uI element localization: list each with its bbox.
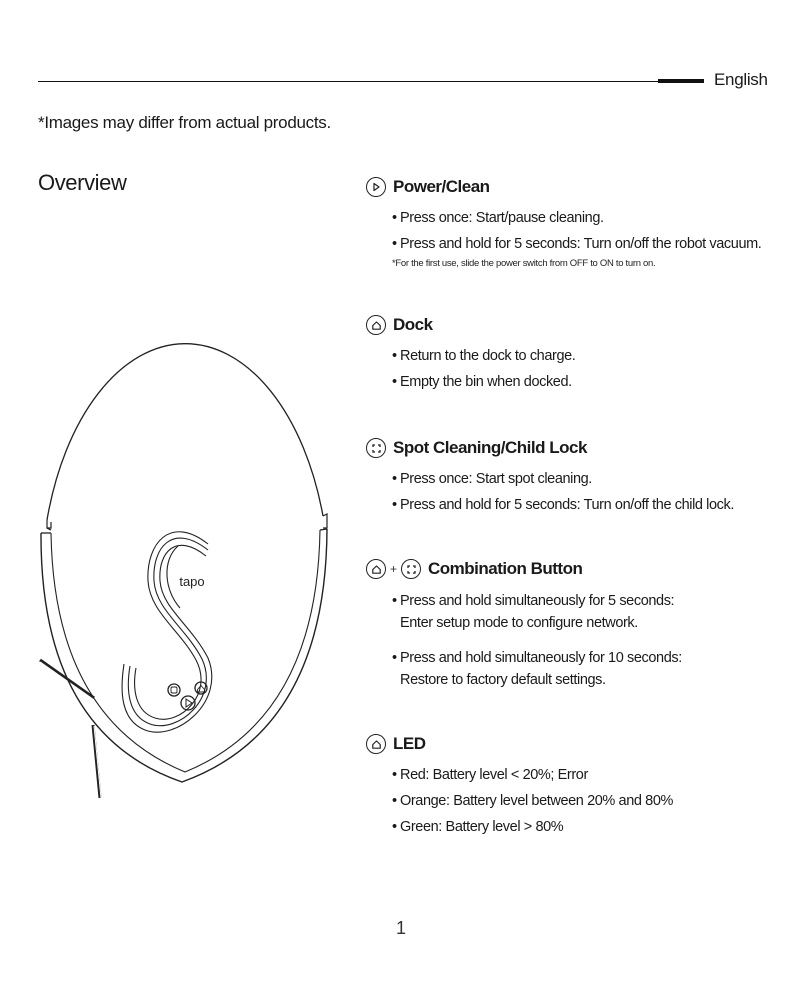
bullet-item: [392, 647, 786, 698]
robot-vacuum-illustration: [30, 278, 350, 808]
bullet-list: [366, 466, 786, 518]
bullet-item: • Red: Battery level < 20%; Error: [392, 762, 786, 788]
spot-icon: [366, 438, 386, 458]
disclaimer-text: *Images may differ from actual products.: [38, 113, 331, 132]
home-icon: [366, 315, 386, 335]
section-title: Combination Button: [428, 559, 583, 578]
section-title: Spot Cleaning/Child Lock: [393, 438, 587, 457]
section-title: Dock: [393, 315, 433, 334]
play-icon: [366, 177, 386, 197]
overview-title: Overview: [38, 170, 127, 195]
page-number: 1: [396, 918, 407, 938]
language-label: English: [714, 70, 768, 89]
bullet-line: Restore to factory default settings.: [400, 672, 606, 688]
header-rule: [38, 81, 658, 82]
bullet-line: Press and hold simultaneously for 10 seconds:: [400, 650, 682, 666]
section-title: Power/Clean: [393, 177, 490, 196]
section-combination-button: [366, 556, 786, 704]
section-power-clean: [366, 174, 786, 271]
bullet-item: • Empty the bin when docked.: [392, 369, 786, 395]
section-spot-cleaning: [366, 435, 786, 518]
bullet-item: [392, 590, 786, 641]
bullet-list: [366, 205, 786, 257]
tapo-logo: tapo: [179, 574, 205, 589]
bullet-item: • Press once: Start/pause cleaning.: [392, 205, 786, 231]
bullet-item: • Return to the dock to charge.: [392, 343, 786, 369]
section-dock: [366, 312, 786, 395]
section-title: LED: [393, 734, 426, 753]
bullet-item: • Green: Battery level > 80%: [392, 814, 786, 840]
bullet-item: • Press and hold for 5 seconds: Turn on/off the robot vacuum.: [392, 231, 786, 257]
header-rule-accent: [658, 79, 704, 83]
bullet-list: [366, 343, 786, 395]
home-icon: [366, 734, 386, 754]
plus-sign: +: [390, 562, 398, 576]
bullet-list: [366, 590, 786, 698]
bullet-list: [366, 762, 786, 840]
bullet-line: Enter setup mode to configure network.: [400, 615, 638, 631]
spot-icon: [401, 559, 421, 579]
home-icon: [366, 559, 386, 579]
bullet-item: • Press and hold for 5 seconds: Turn on/off the child lock.: [392, 492, 786, 518]
first-use-note: *For the first use, slide the power switch from OFF to ON to turn on.: [392, 258, 656, 269]
bullet-item: • Press once: Start spot cleaning.: [392, 466, 786, 492]
bullet-item: • Orange: Battery level between 20% and 80%: [392, 788, 786, 814]
section-led: [366, 731, 786, 840]
bullet-line: Press and hold simultaneously for 5 seconds:: [400, 593, 675, 609]
